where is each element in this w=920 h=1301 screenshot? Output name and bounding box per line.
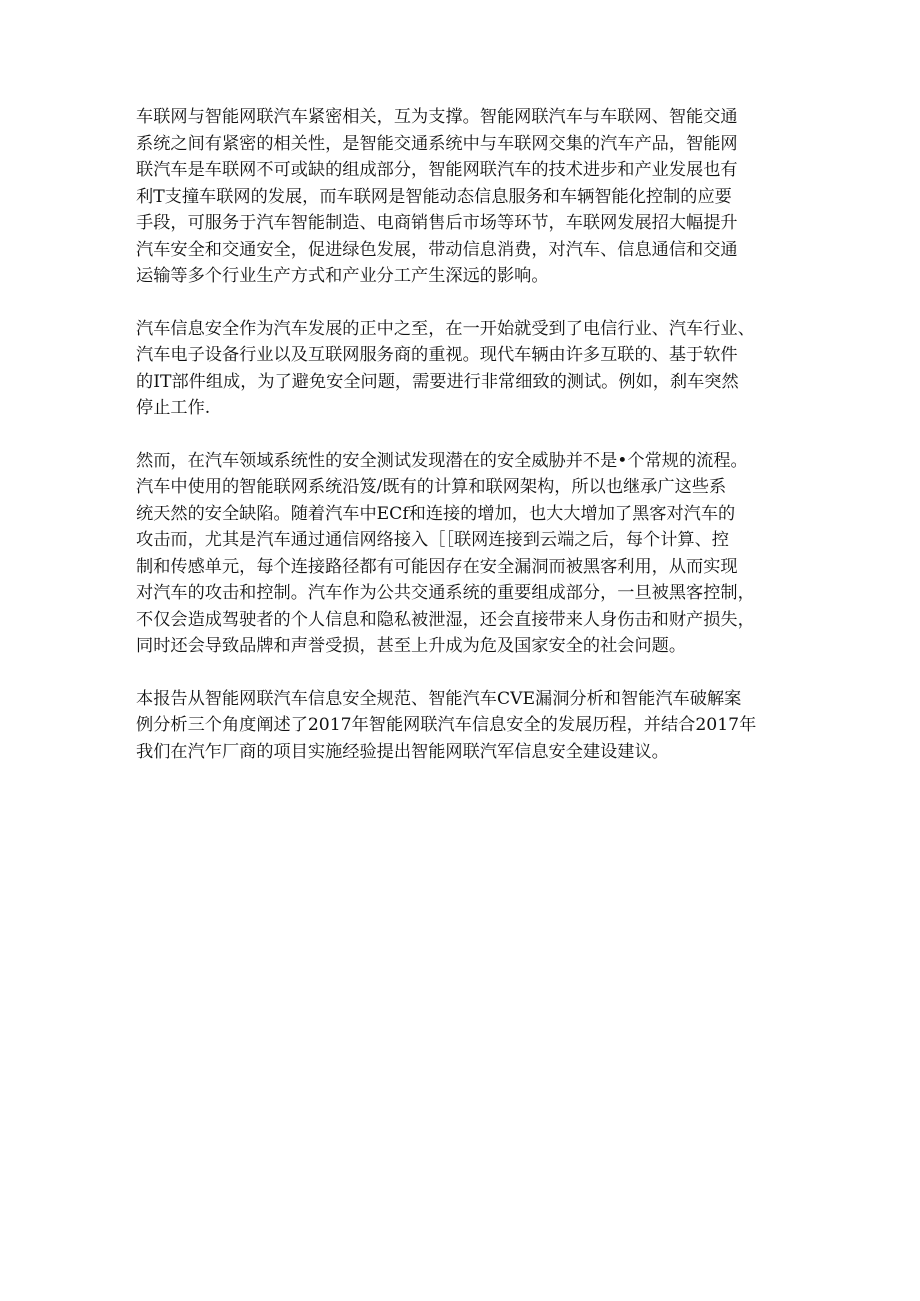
paragraph-1 <box>136 104 786 290</box>
paragraph-3 <box>136 448 786 660</box>
text-line: 然而，在汽车领域系统性的安全测试发现潜在的安全威胁并不是•个常规的流程。 <box>136 450 748 471</box>
text-line: 停止工作. <box>136 398 211 418</box>
text-line: 统天然的安全缺陷。随着汽车中ECf和连接的增加，也大大增加了黑客对汽车的 <box>136 503 736 524</box>
text-line: 系统之间有紧密的相关性，是智能交通系统中与车联网交集的汽车产品，智能网 <box>136 133 738 154</box>
text-line: 汽车电子设备行业以及互联网服务商的重视。现代车辆由许多互联的、基于软件 <box>136 345 738 365</box>
text-line: 攻击而，尤其是汽车通过通信网络接入［［联网连接到云端之后，每个计算、控 <box>136 530 729 550</box>
text-line: 我们在汽乍厂商的项目实施经验提出智能网联汽军信息安全建设建议。 <box>136 741 669 762</box>
text-line: 不仅会造成驾驶者的个人信息和隐私被泄湿，还会直接带来人身伤击和财产损失， <box>136 609 755 630</box>
text-line: 车联网与智能网联汽车紧密相关，互为支撑。智能网联汽车与车联网、智能交通 <box>136 107 738 127</box>
paragraph-4 <box>136 686 786 766</box>
text-line: 联汽车是车联网不可或缺的组成部分，智能网联汽车的技术进步和产业发展也有 <box>136 160 738 180</box>
text-line: 手段，可服务于汽车智能制造、电商销售后市场等环节，车联网发展招大幅提升 <box>136 213 738 233</box>
text-line: 制和传感单元，每个连接路径都有可能因存在安全漏洞而被黑客利用，从而实现 <box>136 556 738 577</box>
text-line: 汽车中使用的智能联网系统沿笈/既有的计算和联网架构，所以也继承广这些系 <box>136 477 727 497</box>
text-line: 对汽车的攻击和控制。汽车作为公共交通系统的重要组成部分，一旦被黑客控制， <box>136 583 755 603</box>
text-line: 汽车安全和交通安全，促进绿色发展，带动信息消费，对汽车、信息通信和交通 <box>136 239 738 260</box>
paragraph-2 <box>136 316 786 422</box>
text-line: 汽车信息安全作为汽车发展的正中之至，在一开始就受到了电信行业、汽车行业、 <box>136 318 755 339</box>
text-line: 的IT部件组成，为了避免安全问题，需要进行非常细致的测试。例如，刹车突然 <box>136 371 739 392</box>
document-body <box>136 104 786 791</box>
text-line: 同时还会导致品牌和声誉受损，甚至上升成为危及国家安全的社会问题。 <box>136 636 687 656</box>
text-line: 本报告从智能网联汽车信息安全规范、智能汽车CVE漏洞分析和智能汽车破解案 <box>136 688 742 709</box>
text-line: 运输等多个行业生产方式和产业分工产生深远的影响。 <box>136 266 549 286</box>
text-line: 利T支撞车联网的发展，而车联网是智能动态信息服务和车辆智能化控制的应要 <box>136 186 732 207</box>
text-line: 例分析三个角度阐述了2017年智能网联汽车信息安全的发展历程，并结合2017年 <box>136 715 757 735</box>
